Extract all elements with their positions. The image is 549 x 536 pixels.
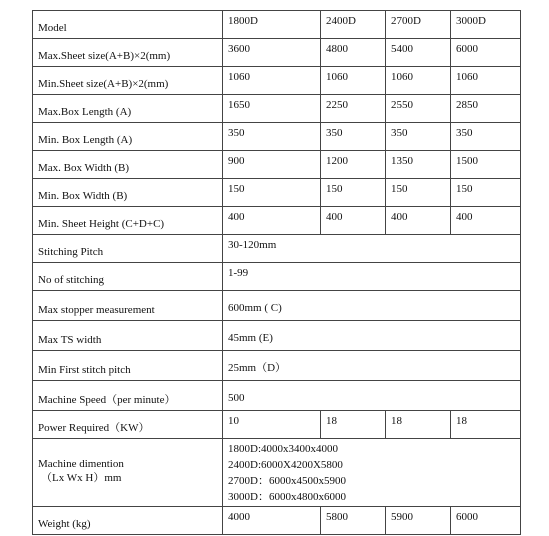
row-label: Max TS width	[33, 321, 223, 351]
table-row	[33, 179, 521, 207]
dimension-line: 3000D：6000x4800x6000	[228, 491, 346, 503]
cell-value: 45mm (E)	[223, 321, 521, 351]
table-row	[33, 235, 521, 263]
cell-value: 400	[451, 207, 521, 235]
table-row	[33, 67, 521, 95]
header-label: Model	[33, 11, 223, 39]
cell-value: 500	[223, 381, 521, 411]
cell-value: 150	[223, 179, 321, 207]
cell-value: 400	[321, 207, 386, 235]
cell-value: 400	[223, 207, 321, 235]
cell-value: 5400	[386, 39, 451, 67]
table-row	[33, 151, 521, 179]
row-label-line: （Lx Wx H）mm	[41, 472, 122, 484]
cell-value: 3600	[223, 39, 321, 67]
table-row	[33, 439, 521, 507]
specification-table	[32, 10, 521, 535]
model-1800d: 1800D	[223, 11, 321, 39]
table-row	[33, 39, 521, 67]
table-row	[33, 351, 521, 381]
row-label: Min.Sheet size(A+B)×2(mm)	[33, 67, 223, 95]
cell-value: 1-99	[223, 263, 521, 291]
cell-value: 2850	[451, 95, 521, 123]
cell-value: 600mm ( C)	[223, 291, 521, 321]
cell-value: 1350	[386, 151, 451, 179]
cell-value: 350	[321, 123, 386, 151]
cell-value: 1060	[321, 67, 386, 95]
row-label: Stitching Pitch	[33, 235, 223, 263]
cell-value: 1650	[223, 95, 321, 123]
table-row	[33, 321, 521, 351]
row-label: Weight (kg)	[33, 507, 223, 535]
row-label-line: Machine dimention	[38, 458, 124, 470]
row-label: Max.Box Length (A)	[33, 95, 223, 123]
cell-value: 10	[223, 411, 321, 439]
cell-value: 900	[223, 151, 321, 179]
row-label: Min First stitch pitch	[33, 351, 223, 381]
table-row	[33, 381, 521, 411]
dimension-line: 2700D：6000x4500x5900	[228, 475, 346, 487]
row-label: Max stopper measurement	[33, 291, 223, 321]
cell-value: 350	[451, 123, 521, 151]
cell-value: 4000	[223, 507, 321, 535]
dimension-values	[223, 439, 521, 507]
table-row	[33, 263, 521, 291]
row-label: Max.Sheet size(A+B)×2(mm)	[33, 39, 223, 67]
cell-value: 150	[386, 179, 451, 207]
row-label: Max. Box Width (B)	[33, 151, 223, 179]
cell-value: 18	[386, 411, 451, 439]
table-row	[33, 123, 521, 151]
table-header-row	[33, 11, 521, 39]
cell-value: 6000	[451, 39, 521, 67]
cell-value: 1200	[321, 151, 386, 179]
cell-value: 18	[321, 411, 386, 439]
cell-value: 25mm（D）	[223, 351, 521, 381]
cell-value: 1060	[451, 67, 521, 95]
row-label: Power Required（KW）	[33, 411, 223, 439]
cell-value: 350	[386, 123, 451, 151]
cell-value: 2250	[321, 95, 386, 123]
table-row	[33, 507, 521, 535]
cell-value: 1500	[451, 151, 521, 179]
dimension-line: 1800D:4000x3400x4000	[228, 443, 338, 455]
cell-value: 150	[451, 179, 521, 207]
cell-value: 5900	[386, 507, 451, 535]
cell-value: 1060	[223, 67, 321, 95]
row-label: No of stitching	[33, 263, 223, 291]
table-row	[33, 207, 521, 235]
cell-value: 350	[223, 123, 321, 151]
row-label: Machine Speed（per minute）	[33, 381, 223, 411]
model-2400d: 2400D	[321, 11, 386, 39]
table-row	[33, 95, 521, 123]
model-3000d: 3000D	[451, 11, 521, 39]
cell-value: 5800	[321, 507, 386, 535]
dimension-line: 2400D:6000X4200X5800	[228, 459, 343, 471]
cell-value: 400	[386, 207, 451, 235]
model-2700d: 2700D	[386, 11, 451, 39]
cell-value: 1060	[386, 67, 451, 95]
cell-value: 150	[321, 179, 386, 207]
table-row	[33, 291, 521, 321]
row-label: Min. Sheet Height (C+D+C)	[33, 207, 223, 235]
cell-value: 30-120mm	[223, 235, 521, 263]
row-label	[33, 439, 223, 507]
cell-value: 6000	[451, 507, 521, 535]
row-label: Min. Box Width (B)	[33, 179, 223, 207]
cell-value: 18	[451, 411, 521, 439]
row-label: Min. Box Length (A)	[33, 123, 223, 151]
cell-value: 4800	[321, 39, 386, 67]
cell-value: 2550	[386, 95, 451, 123]
table-row	[33, 411, 521, 439]
